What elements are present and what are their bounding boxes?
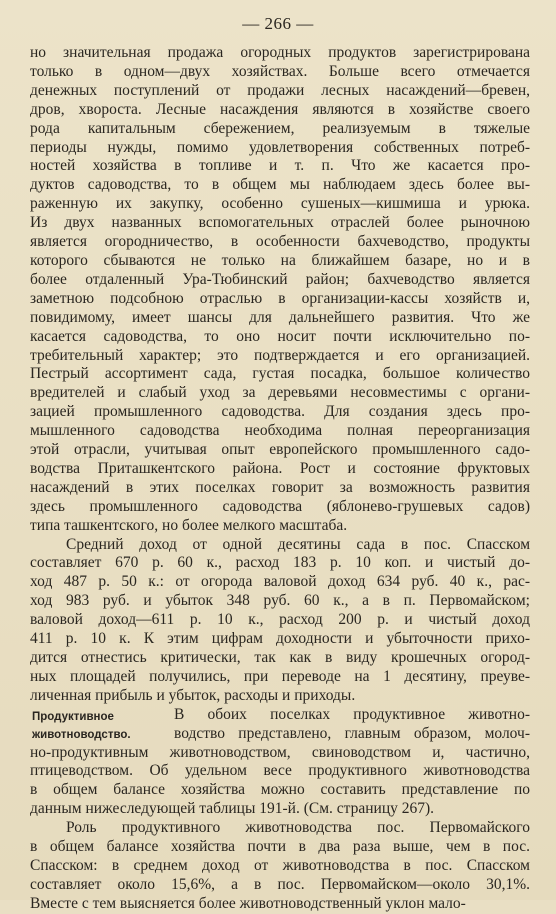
text-line: этой отрасли, учитывая опыт европейского промышленного садо- xyxy=(30,441,530,459)
text-line: ностей хозяйства в топливе и т. п. Что же касается про- xyxy=(30,157,530,175)
text-line: ход 983 руб. и убыток 348 руб. 60 к., а в п. Первомайском; xyxy=(30,592,530,610)
text-line: касается садоводства, то оно носит почти исключительно по- xyxy=(30,327,530,345)
text-line: ных площадей получились, при переводе на 1 десятину, преуве- xyxy=(30,667,530,685)
section-heading: Продуктивное животноводство. xyxy=(32,710,131,741)
text-line: дуктов садоводства, то в общем мы наблюдаем здесь более вы- xyxy=(30,176,530,194)
text-line: 411 р. 10 к. К этим цифрам доходности и убыточности прихо- xyxy=(30,630,530,648)
text-line: водство представлено, главным образом, молоч- xyxy=(174,724,530,742)
text-line: которого сбываются не только на ближайшем базаре, но и в xyxy=(30,251,530,269)
text-line: в общем балансе хозяйства можно составить представление по xyxy=(30,781,530,799)
text-line: Спасском: в среднем доход от животноводства в пос. Спасском xyxy=(30,856,530,874)
text-line: периоды нужды, помимо удовлетворения собственных потреб- xyxy=(30,138,530,156)
text-line: дится отнестись критически, так как в виду крошечных огород- xyxy=(30,649,530,666)
text-line: Роль продуктивного животноводства пос. Первомайского xyxy=(66,819,530,837)
text-line: Из двух названных вспомогательных отраслей более рыночною xyxy=(30,214,530,232)
text-line: данным нижеследующей таблицы 191-й. (См. страницу 267). xyxy=(30,800,435,818)
text-line: только в одном—двух хозяйствах. Больше всего отмечается xyxy=(30,62,530,80)
text-line: Средний доход от одной десятины сада в пос. Спасском xyxy=(66,535,530,553)
text-line: является огородничество, в особенности бахчеводство, продукты xyxy=(30,233,530,251)
text-line: повидимому, имеет шансы для дальнейшего развития. Что же xyxy=(30,308,530,326)
text-line: Вместе с тем выясняется более животноводственный уклон мало- xyxy=(30,894,466,912)
text-line: водства Приташкентского района. Рост и состояние фруктовых xyxy=(30,459,530,477)
text-line: рода капитальным сбережением, реализуемым в тяжелые xyxy=(30,119,530,137)
text-line: но-продуктивным животноводством, свиноводством и, частично, xyxy=(30,743,530,761)
text-line: дров, хвороста. Лесные насаждения являются в хозяйстве своего xyxy=(30,100,530,118)
text-line: здесь промышленного садоводства (яблоневo-грушевых садов) xyxy=(30,497,530,515)
text-line: но значительная продажа огородных продуктов зарегистрирована xyxy=(30,44,530,61)
paragraph-1 xyxy=(30,44,530,536)
text-line: вредителей и слабый уход за деревьями несовместимы с органи- xyxy=(30,384,530,402)
text-line: валовой доход—611 р. 10 к., расход 200 р. и чистый доход xyxy=(30,611,530,629)
paragraph-2 xyxy=(30,536,530,706)
text-line: составляет 670 р. 60 к., расход 183 р. 10 коп. и чистый до- xyxy=(30,554,530,572)
text-line: составляет около 15,6%, а в пос. Первомайском—около 30,1%. xyxy=(30,875,530,893)
text-line: личенная прибыль и убыток, расходы и приходы. xyxy=(30,686,356,704)
text-line: типа ташкентского, но более мелкого масштаба. xyxy=(30,516,348,534)
text-line: денежных поступлений от продажи лесных насаждений—бревен, xyxy=(30,81,530,99)
body-text xyxy=(30,44,530,914)
text-line: требительный характер; это подтверждается и его организацией. xyxy=(30,346,530,364)
text-line: птицеводством. Об удельном весе продуктивного животноводства xyxy=(30,762,530,780)
section-livestock xyxy=(30,706,530,819)
text-line: мышленного садоводства необходима полная переорганизация xyxy=(30,422,530,440)
text-line: зацией промышленного садоводства. Для создания здесь про- xyxy=(30,403,530,421)
page-number: — 266 — xyxy=(242,14,314,33)
text-line: насаждений в этих поселках говорит за возможность развития xyxy=(30,478,530,496)
text-line: В обоих поселках продуктивное животно- xyxy=(174,705,530,723)
text-line: заметною подсобною отраслью в организации-кассы хозяйств и, xyxy=(30,289,530,307)
text-line: ход 487 р. 50 к.: от огорода валовой доход 634 руб. 40 к., рас- xyxy=(30,573,530,591)
text-line: в общем балансе хозяйства почти в два раза выше, чем в пос. xyxy=(30,838,530,856)
text-line: раженную их закупку, особенно сушеных—кишмиша и урюка. xyxy=(30,195,530,213)
text-line: более отдаленный Ура-Тюбинский район; бахчеводство является xyxy=(30,270,530,288)
text-line: Пестрый ассортимент сада, густая посадка, большое количество xyxy=(30,365,530,383)
